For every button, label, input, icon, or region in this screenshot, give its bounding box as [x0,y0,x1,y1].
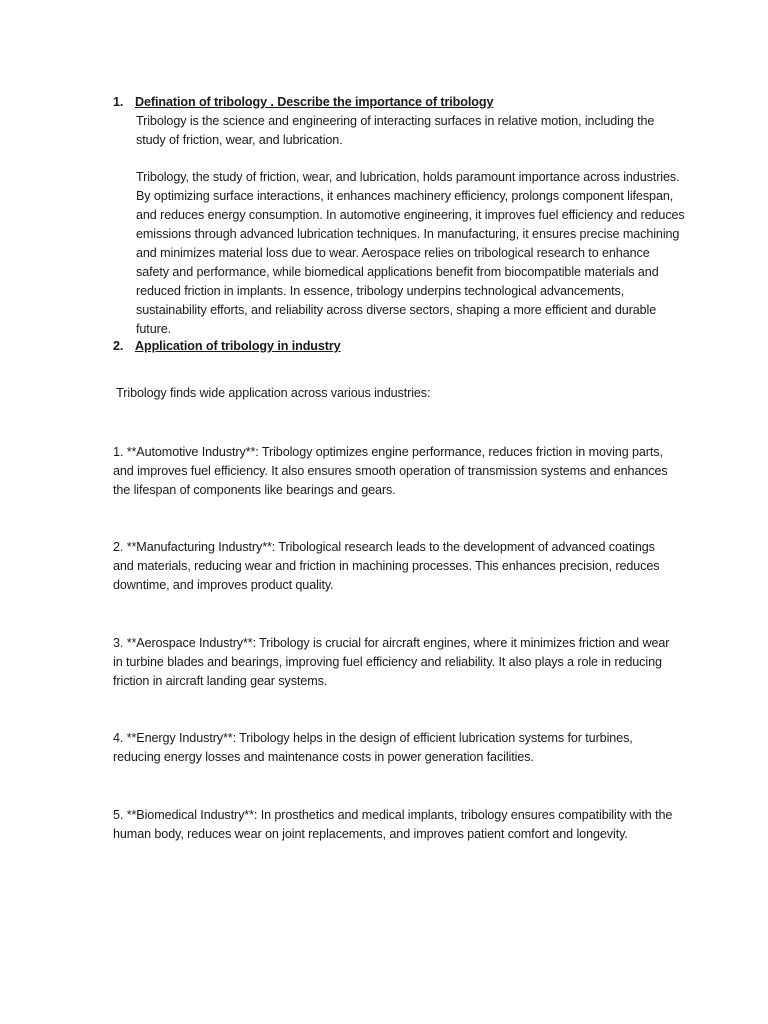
section-number-2: 2. [113,339,124,353]
application-energy: 4. **Energy Industry**: Tribology helps in the design of efficient lubrication systems for turbines, reducing energy losses and maintenance costs in power generation facilities. [113,731,633,764]
application-biomedical: 5. **Biomedical Industry**: In prosthetics and medical implants, tribology ensures compatibility with the human body, reduces wear on joint replacements, and improves patient comfort and longevity. [113,808,673,841]
application-aerospace: 3. **Aerospace Industry**: Tribology is crucial for aircraft engines, where it minimizes friction and wear in turbine blades and bearings, improving fuel efficiency and reliability. It also plays a role in reducing friction in aircraft landing gear systems. [113,636,670,688]
section-heading-1 [113,93,673,112]
section-title-1: Defination of tribology . Describe the importance of tribology [135,95,494,109]
application-manufacturing: 2. **Manufacturing Industry**: Tribological research leads to the development of advanced coatings and materials, reducing wear and friction in machining processes. This enhances precision, reduces downtime, and improves product quality. [113,540,660,592]
application-automotive: 1. **Automotive Industry**: Tribology optimizes engine performance, reduces friction in moving parts, and improves fuel efficiency. It also ensures smooth operation of transmission systems and enhances the lifespan of components like bearings and gears. [113,445,668,497]
section-number-1: 1. [113,95,124,109]
section-title-2: Application of tribology in industry [135,339,341,353]
section-heading-2 [113,337,673,356]
applications-intro: Tribology finds wide application across various industries: [113,386,431,400]
definition-paragraph: Tribology is the science and engineering of interacting surfaces in relative motion, including the study of friction, wear, and lubrication. [136,114,655,147]
importance-paragraph: Tribology, the study of friction, wear, and lubrication, holds paramount importance across industries. By optimizing surface interactions, it enhances machinery efficiency, prolongs component lifespan, and reduces energy consumption. In automotive engineering, it improves fuel efficiency and reduces emissions through advanced lubrication techniques. In manufacturing, it ensures precise machining and minimizes material loss due to wear. Aerospace relies on tribological research to enhance safety and performance, while biomedical applications benefit from biocompatible materials and reduced friction in implants. In essence, tribology underpins technological advancements, sustainability efforts, and reliability across diverse sectors, shaping a more efficient and durable future. [136,170,685,336]
